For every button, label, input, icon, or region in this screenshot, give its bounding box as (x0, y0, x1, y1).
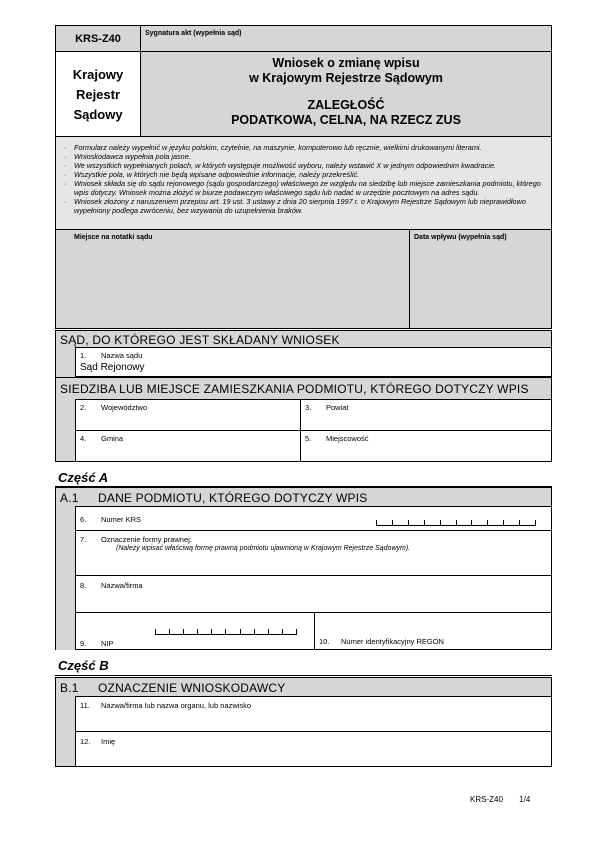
field-label: Nazwa/firma lub nazwa organu, lub nazwisko (101, 701, 252, 710)
b1-section-header (55, 677, 552, 697)
krs-number-field[interactable] (75, 506, 552, 531)
a1-section-margin (55, 506, 76, 650)
field-label: NIP (101, 639, 114, 648)
part-b-rule (55, 675, 552, 676)
court-notes-label: Miejsce na notatki sądu (74, 234, 153, 241)
form-code-cell (55, 25, 141, 52)
field-label: Miejscowość (326, 434, 369, 443)
b1-title: OZNACZENIE WNIOSKODAWCY (98, 681, 286, 695)
court-name-field[interactable] (75, 347, 552, 377)
form-code: KRS-Z40 (75, 33, 121, 45)
registry-line3: Sądowy (73, 107, 123, 122)
instructions-list (60, 143, 547, 215)
field-label: Powiat (326, 403, 349, 412)
entity-name-field[interactable] (75, 575, 552, 613)
field-number: 10. (319, 637, 330, 646)
field-label: Oznaczenie formy prawnej: (101, 535, 192, 544)
receipt-date-label: Data wpływu (wypełnia sąd) (414, 234, 507, 241)
registry-line1: Krajowy (72, 67, 124, 82)
field-number: 6. (80, 515, 87, 524)
nip-digit-boxes[interactable] (155, 629, 297, 635)
field-number: 11. (80, 701, 90, 710)
registry-name-cell (55, 51, 141, 137)
legal-form-field[interactable] (75, 530, 552, 576)
locality-field[interactable] (300, 430, 552, 462)
field-label: Numer identyfikacyjny REGON (341, 637, 444, 646)
field-number: 4. (80, 434, 87, 443)
field-label: Nazwa sądu (101, 351, 143, 360)
field-label: Województwo (101, 403, 148, 412)
field-number: 12. (80, 737, 91, 746)
instruction-item: · Wnioskodawca wypełnia pola jasne. (60, 152, 547, 161)
court-notes-area (55, 229, 410, 329)
nip-field[interactable] (75, 612, 315, 650)
krs-digit-boxes[interactable] (376, 520, 536, 526)
form-title-cell (140, 51, 552, 137)
field-number: 3. (305, 403, 312, 412)
court-section-margin (55, 347, 76, 377)
b1-section-margin (55, 696, 76, 767)
court-name-value: Sąd Rejonowy (80, 362, 145, 373)
field-number: 2. (80, 403, 87, 412)
footer (470, 795, 530, 804)
applicant-first-name-field[interactable] (75, 731, 552, 767)
signature-cell (140, 25, 552, 52)
footer-page-number: 1/4 (519, 795, 531, 804)
field-hint: (Należy wpisać właściwą formę prawną podmiotu ujawnioną w Krajowym Rejestrze Sądowym). (116, 545, 411, 552)
field-number: 7. (80, 535, 87, 544)
field-number: 1. (80, 351, 87, 360)
instructions-box (55, 136, 552, 230)
part-b-title: Część B (58, 658, 109, 673)
field-number: 5. (305, 434, 312, 443)
commune-field[interactable] (75, 430, 301, 462)
court-section-title: SĄD, DO KTÓREGO JEST SKŁADANY WNIOSEK (60, 333, 340, 347)
a1-number: A.1 (60, 491, 79, 505)
regon-field[interactable] (314, 612, 552, 650)
field-number: 8. (80, 581, 87, 590)
field-number: 9. (80, 639, 87, 648)
seat-section-margin (55, 399, 76, 462)
a1-section-header (55, 487, 552, 507)
registry-line2: Rejestr (75, 87, 121, 102)
form-subtitle-line1: ZALEGŁOŚĆ (307, 98, 385, 112)
form-title-line2: w Krajowym Rejestrze Sądowym (249, 71, 443, 85)
seat-section-header (55, 377, 552, 400)
form-title-line1: Wniosek o zmianę wpisu (272, 56, 420, 70)
seat-section-title: SIEDZIBA LUB MIEJSCE ZAMIESZKANIA PODMIOTU, KTÓREGO DOTYCZY WPIS (60, 382, 529, 396)
court-section-header (55, 330, 552, 348)
signature-label: Sygnatura akt (wypełnia sąd) (145, 30, 242, 37)
instruction-item: · Formularz należy wypełnić w języku polskim, czytelnie, na maszynie, komputerowo lub ręcznie, wielkimi drukowanymi literami. (60, 143, 547, 152)
field-label: Numer KRS (101, 515, 142, 524)
instruction-item: · Wniosek złożony z naruszeniem przepisu art. 19 ust. 3 ustawy z dnia 20 sierpnia 1997 r. o Krajowym Rejestrze Sądowym lub nieprawidłowo wypełniony podlega zwróceniu, bez wzywania do uzupełnienia braków. (60, 197, 547, 215)
field-label: Imię (101, 737, 116, 746)
receipt-date-area (409, 229, 552, 329)
instruction-item: · Wszystkie pola, w których nie będą wpisane odpowiednie informacje, należy przekreślić. (60, 170, 547, 179)
instruction-item: · Wniosek składa się do sądu rejonowego (sądu gospodarczego) właściwego ze względu na siedzibę lub miejsce zamieszkania podmiotu, którego wpis dotyczy. Wniosek można złożyć w biurze podawczym właściwego sądu lub nadać w urzędzie pocztowym na adres sądu. (60, 179, 547, 197)
field-label: Nazwa/firma (101, 581, 143, 590)
instruction-item: · We wszystkich wypełnianych polach, w których występuje możliwość wyboru, należy wstawić X w jednym odpowiednim kwadracie. (60, 161, 547, 170)
footer-form-code: KRS-Z40 (470, 795, 503, 804)
field-label: Gmina (101, 434, 124, 443)
voivodeship-field[interactable] (75, 399, 301, 431)
a1-title: DANE PODMIOTU, KTÓREGO DOTYCZY WPIS (98, 491, 368, 505)
county-field[interactable] (300, 399, 552, 431)
applicant-name-field[interactable] (75, 696, 552, 732)
part-a-title: Część A (58, 470, 109, 485)
b1-number: B.1 (60, 681, 79, 695)
form-subtitle-line2: PODATKOWA, CELNA, NA RZECZ ZUS (231, 113, 461, 127)
